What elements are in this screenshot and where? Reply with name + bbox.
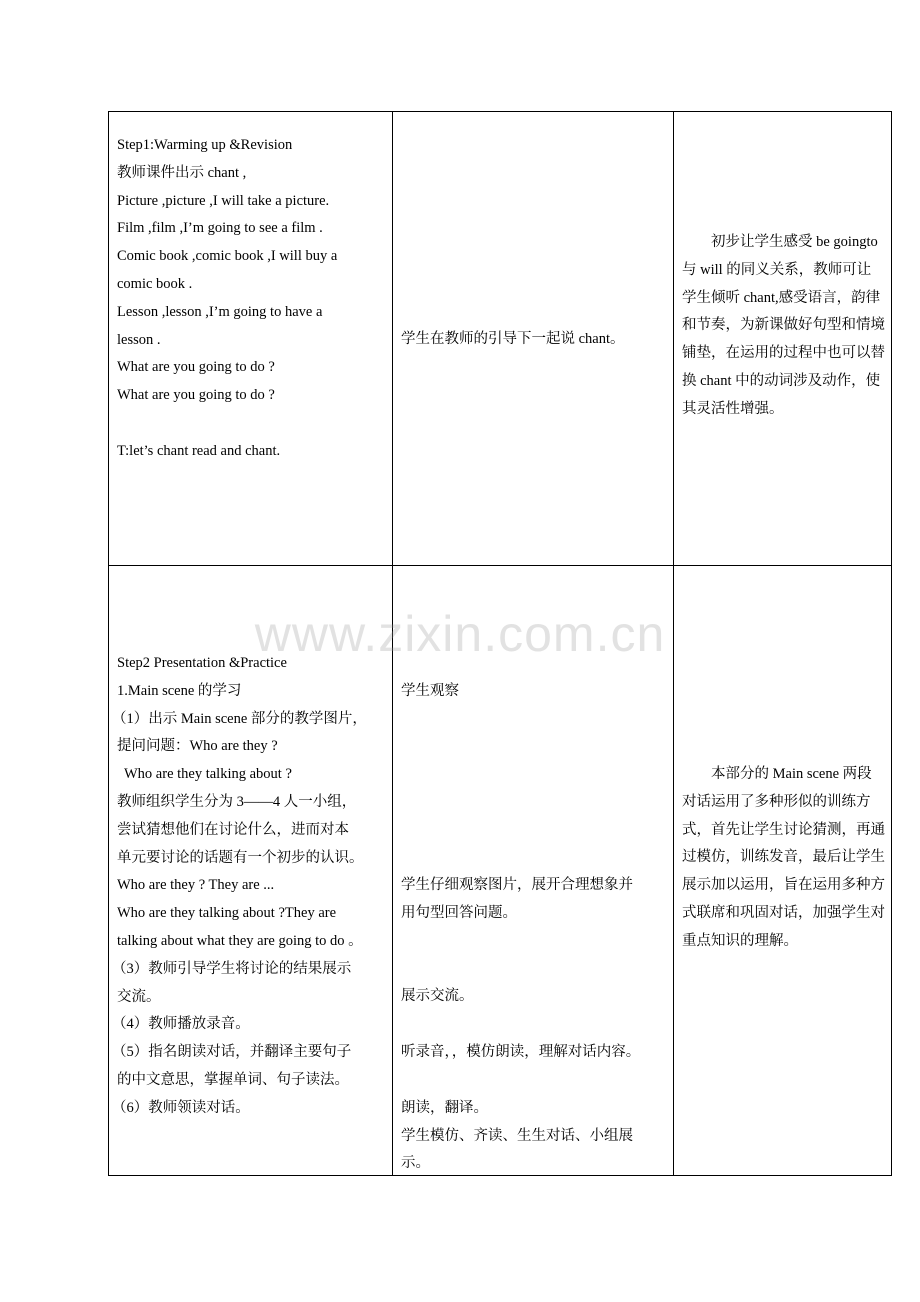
text-line: （4）教师播放录音。 [112, 1016, 250, 1033]
watermark: www.zixin.com.cn [254, 606, 666, 662]
lesson-plan-table [108, 111, 892, 1176]
step2-title: Step2 Presentation &Practice [117, 655, 287, 671]
text-line: Who are they talking about ? [117, 766, 292, 783]
text-line: 学生模仿、齐读、生生对话、小组展 [401, 1128, 633, 1144]
text-line: Who are they talking about ?They are [117, 905, 337, 922]
text-line: 教师组织学生分为 3——4 人一小组， [117, 794, 357, 810]
step1-title: Step1:Warming up &Revision [117, 137, 293, 153]
step1-intent-cell [674, 112, 892, 566]
table-row [109, 112, 892, 566]
step1-student-activity: 学生在教师的引导下一起说 chant。 [401, 331, 625, 347]
text-line: （1）出示 Main scene 部分的教学图片， [112, 710, 367, 727]
step2-intent-cell [674, 566, 892, 1176]
text-line: 用句型回答问题。 [401, 905, 517, 921]
text-line: 学生仔细观察图片，展开合理想象并 [401, 877, 633, 893]
text-line: lesson . [117, 331, 161, 348]
text-line: 单元要讨论的话题有一个初步的认识。 [117, 849, 364, 866]
step2-student-cell [393, 566, 674, 1176]
text-line: 的中文意思，掌握单词、句子读法。 [117, 1072, 349, 1088]
text-line: 示。 [401, 1155, 430, 1171]
text-line: （6）教师领读对话。 [112, 1099, 250, 1116]
text-line: Film ,film ,I’m going to see a film . [117, 220, 323, 237]
text-line: 1.Main scene 的学习 [117, 682, 242, 699]
table-row [109, 566, 892, 1176]
text-line: Lesson ,lesson ,I’m going to have a [117, 303, 323, 320]
text-line: talking about what they are going to do 。 [117, 933, 363, 949]
step1-teacher-cell [109, 112, 393, 566]
text-line: （5）指名朗读对话，并翻译主要句子 [112, 1044, 352, 1061]
text-line: 教师课件出示 chant , [117, 164, 247, 181]
text-line: （3）教师引导学生将讨论的结果展示 [112, 960, 352, 977]
text-line: 提问问题：Who are they ? [117, 738, 278, 755]
text-line: comic book . [117, 276, 193, 292]
text-line: 学生观察 [401, 683, 459, 699]
text-line: What are you going to do ? [117, 359, 275, 376]
text-line: Comic book ,comic book ,I will buy a [117, 248, 338, 265]
text-line: 听录音，，模仿朗读，理解对话内容。 [401, 1044, 641, 1060]
text-line: 展示交流。 [401, 988, 474, 1004]
text-line: Who are they ? They are ... [117, 877, 275, 894]
step2-teacher-cell [109, 566, 393, 1176]
text-line: What are you going to do ? [117, 387, 275, 404]
text-line: 朗读，翻译。 [401, 1100, 488, 1116]
text-line: Picture ,picture ,I will take a picture. [117, 192, 330, 209]
step1-design-intent: 初步让学生感受 be goingto与 will 的同义关系，教师可让学生倾听 chant,感受语言，韵律和节奏，为新课做好句型和情境铺垫，在运用的过程中也可以替换 chant 中的动词涉及动作，使其灵活性增强。 [682, 234, 885, 417]
text-line: 交流。 [117, 988, 161, 1005]
step1-student-cell [393, 112, 674, 566]
text-line: T:let’s chant read and chant. [117, 442, 281, 459]
step2-design-intent: 本部分的 Main scene 两段对话运用了多种形似的训练方式，首先让学生讨论猜测，再通过模仿，训练发音，最后让学生展示加以运用，旨在运用多种方式联席和巩固对话，加强学生对重点知识的理解。 [682, 766, 885, 949]
text-line: 尝试猜想他们在讨论什么，进而对本 [117, 821, 349, 838]
